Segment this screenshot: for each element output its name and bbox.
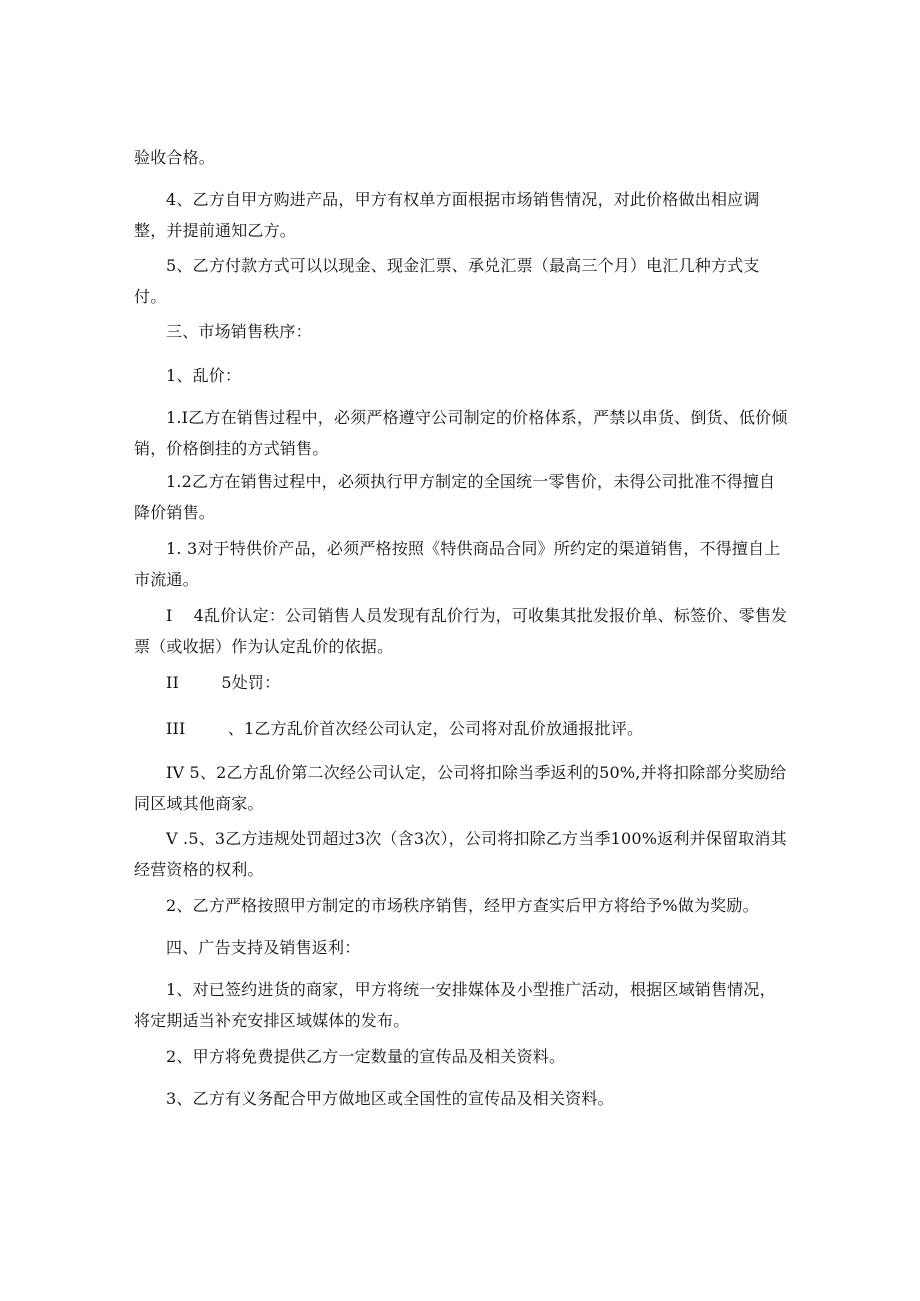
clause-1-5-2: IV 5、2乙方乱价第二次经公司认定，公司将扣除当季返利的50%,并将扣除部分奖励给同区域其他商家。 xyxy=(134,763,787,813)
paragraph-acceptance-continued: 验收合格。 xyxy=(134,148,216,167)
clause-1-3: 1. 3对于特供价产品，必须严格按照《特供商品合同》所约定的渠道销售，不得擅自上市流通。 xyxy=(134,539,781,589)
paragraph-price-adjustment: 4、乙方自甲方购进产品，甲方有权单方面根据市场销售情况，对此价格做出相应调整，并提前通知乙方。 xyxy=(134,190,760,240)
clause-1-5-3: V .5、3乙方违规处罚超过3次（含3次），公司将扣除乙方当季100%返利并保留取消其经营资格的权利。 xyxy=(134,829,787,879)
subheading-price-disorder: 1、乱价： xyxy=(166,366,242,385)
clause-1-4: I 4乱价认定：公司销售人员发现有乱价行为，可收集其批发报价单、标签价、零售发票（或收据）作为认定乱价的依据。 xyxy=(134,606,788,656)
clause-2-reward: 2、乙方严格按照甲方制定的市场秩序销售，经甲方查实后甲方将给予%做为奖励。 xyxy=(166,896,759,915)
clause-4-2: 2、甲方将免费提供乙方一定数量的宣传品及相关资料。 xyxy=(166,1047,566,1066)
clause-1-1: 1.I乙方在销售过程中，必须严格遵守公司制定的价格体系，严禁以串货、倒货、低价倾销，价格倒挂的方式销售。 xyxy=(134,408,788,458)
clause-1-5-1: III 、1乙方乱价首次经公司认定，公司将对乱价放通报批评。 xyxy=(166,719,644,738)
section-heading-market-order: 三、市场销售秩序： xyxy=(166,322,312,341)
clause-4-1: 1、对已签约进货的商家，甲方将统一安排媒体及小型推广活动，根据区域销售情况，将定期适当补充安排区域媒体的发布。 xyxy=(134,980,776,1030)
clause-4-3: 3、乙方有义务配合甲方做地区或全国性的宣传品及相关资料。 xyxy=(166,1089,614,1108)
section-heading-advertising: 四、广告支持及销售返利： xyxy=(166,938,361,957)
clause-1-5-heading: II 5处罚： xyxy=(166,673,281,692)
paragraph-payment-methods: 5、乙方付款方式可以以现金、现金汇票、承兑汇票（最高三个月）电汇几种方式支付。 xyxy=(134,256,760,306)
clause-1-2: 1.2乙方在销售过程中，必须执行甲方制定的全国统一零售价，未得公司批准不得擅自降价销售。 xyxy=(134,472,776,522)
